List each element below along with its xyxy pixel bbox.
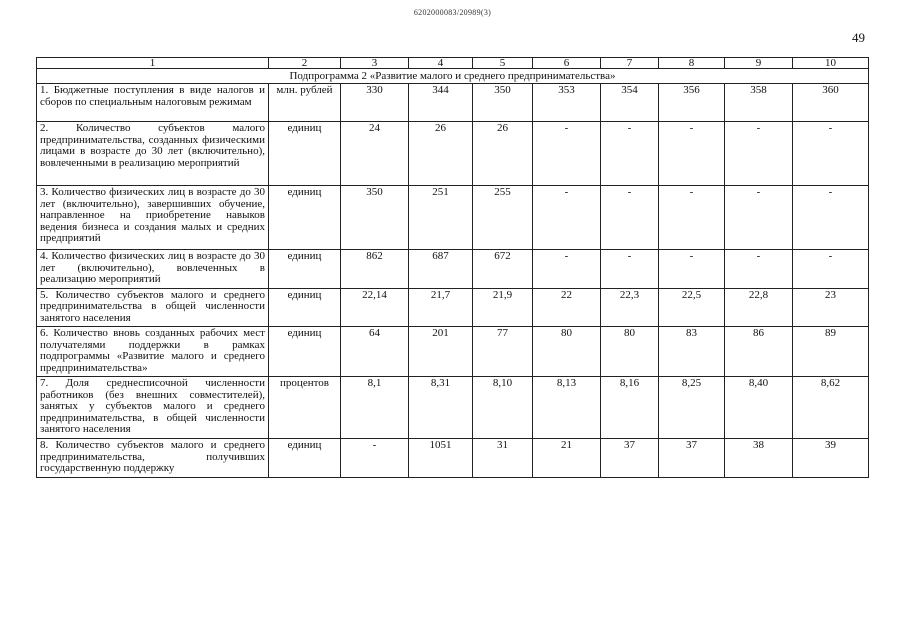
indicator-unit: единиц xyxy=(269,439,341,478)
value-cell: 862 xyxy=(341,250,409,289)
indicator-unit: единиц xyxy=(269,250,341,289)
value-cell: 330 xyxy=(341,84,409,122)
indicator-name: 7. Доля среднесписочной численности работников (без внешних совместителей), занятых у субъектов малого и среднего предпринимательства, в общей численности занятого населения xyxy=(37,377,269,439)
value-cell: 8,62 xyxy=(793,377,869,439)
value-cell: 37 xyxy=(601,439,659,478)
indicators-table xyxy=(36,57,869,478)
value-cell: 22 xyxy=(533,288,601,327)
indicator-unit: единиц xyxy=(269,122,341,186)
value-cell: 22,5 xyxy=(659,288,725,327)
table-row xyxy=(37,327,869,377)
value-cell: - xyxy=(601,122,659,186)
value-cell: 356 xyxy=(659,84,725,122)
indicator-name: 8. Количество субъектов малого и среднего предпринимательства, получивших государственную поддержку xyxy=(37,439,269,478)
value-cell: 360 xyxy=(793,84,869,122)
table-row xyxy=(37,439,869,478)
value-cell: 201 xyxy=(409,327,473,377)
value-cell: 251 xyxy=(409,186,473,250)
indicator-name: 5. Количество субъектов малого и среднего предпринимательства в общей численности занятого населения xyxy=(37,288,269,327)
value-cell: - xyxy=(725,122,793,186)
value-cell: - xyxy=(793,186,869,250)
column-header: 2 xyxy=(269,58,341,69)
value-cell: - xyxy=(793,122,869,186)
value-cell: 22,3 xyxy=(601,288,659,327)
value-cell: 24 xyxy=(341,122,409,186)
value-cell: 26 xyxy=(473,122,533,186)
value-cell: 358 xyxy=(725,84,793,122)
indicator-unit: млн. рублей xyxy=(269,84,341,122)
value-cell: 255 xyxy=(473,186,533,250)
indicator-name: 3. Количество физических лиц в возрасте до 30 лет (включительно), завершивших обучение, направленное на приобретение навыков ведения бизнеса и создания малых и средних предприятий xyxy=(37,186,269,250)
value-cell: 26 xyxy=(409,122,473,186)
value-cell: 350 xyxy=(473,84,533,122)
indicator-name: 2. Количество субъектов малого предпринимательства, созданных физическими лицами в возрасте до 30 лет (включительно), вовлеченными в реализацию мероприятий xyxy=(37,122,269,186)
value-cell: 672 xyxy=(473,250,533,289)
value-cell: 23 xyxy=(793,288,869,327)
column-header: 6 xyxy=(533,58,601,69)
value-cell: - xyxy=(533,122,601,186)
indicator-unit: единиц xyxy=(269,327,341,377)
value-cell: - xyxy=(659,186,725,250)
value-cell: 353 xyxy=(533,84,601,122)
value-cell: 86 xyxy=(725,327,793,377)
table-row xyxy=(37,84,869,122)
column-header: 7 xyxy=(601,58,659,69)
value-cell: - xyxy=(725,186,793,250)
value-cell: 37 xyxy=(659,439,725,478)
column-header: 4 xyxy=(409,58,473,69)
table-row xyxy=(37,288,869,327)
value-cell: 80 xyxy=(601,327,659,377)
column-header: 10 xyxy=(793,58,869,69)
value-cell: 8,13 xyxy=(533,377,601,439)
value-cell: - xyxy=(793,250,869,289)
value-cell: 22,8 xyxy=(725,288,793,327)
value-cell: 8,25 xyxy=(659,377,725,439)
value-cell: 8,31 xyxy=(409,377,473,439)
value-cell: 83 xyxy=(659,327,725,377)
table-row xyxy=(37,186,869,250)
table-row xyxy=(37,250,869,289)
indicator-unit: единиц xyxy=(269,186,341,250)
value-cell: - xyxy=(533,250,601,289)
value-cell: 39 xyxy=(793,439,869,478)
subprogram-title: Подпрограмма 2 «Развитие малого и среднего предпринимательства» xyxy=(37,69,869,84)
value-cell: 64 xyxy=(341,327,409,377)
value-cell: 8,16 xyxy=(601,377,659,439)
value-cell: 31 xyxy=(473,439,533,478)
page-number: 49 xyxy=(852,30,865,45)
column-header: 8 xyxy=(659,58,725,69)
value-cell: 8,1 xyxy=(341,377,409,439)
value-cell: 38 xyxy=(725,439,793,478)
value-cell: - xyxy=(601,250,659,289)
value-cell: - xyxy=(601,186,659,250)
value-cell: - xyxy=(659,122,725,186)
indicator-name: 1. Бюджетные поступления в виде налогов и сборов по специальным налоговым режимам xyxy=(37,84,269,122)
value-cell: 77 xyxy=(473,327,533,377)
value-cell: 89 xyxy=(793,327,869,377)
table-row xyxy=(37,122,869,186)
value-cell: 344 xyxy=(409,84,473,122)
value-cell: - xyxy=(725,250,793,289)
document-code: 6202000083/20989(3) xyxy=(413,8,492,17)
column-header: 9 xyxy=(725,58,793,69)
column-header: 1 xyxy=(37,58,269,69)
value-cell: - xyxy=(341,439,409,478)
value-cell: 350 xyxy=(341,186,409,250)
value-cell: 80 xyxy=(533,327,601,377)
value-cell: 22,14 xyxy=(341,288,409,327)
value-cell: 8,10 xyxy=(473,377,533,439)
value-cell: - xyxy=(533,186,601,250)
value-cell: 1051 xyxy=(409,439,473,478)
subprogram-row xyxy=(37,69,869,84)
value-cell: 21 xyxy=(533,439,601,478)
value-cell: 21,9 xyxy=(473,288,533,327)
value-cell: 8,40 xyxy=(725,377,793,439)
indicator-unit: единиц xyxy=(269,288,341,327)
value-cell: - xyxy=(659,250,725,289)
value-cell: 21,7 xyxy=(409,288,473,327)
column-header: 5 xyxy=(473,58,533,69)
indicator-name: 6. Количество вновь созданных рабочих мест получателями поддержки в рамках подпрограммы «Развитие малого и среднего предпринимательства» xyxy=(37,327,269,377)
value-cell: 687 xyxy=(409,250,473,289)
indicator-unit: процентов xyxy=(269,377,341,439)
value-cell: 354 xyxy=(601,84,659,122)
table-row xyxy=(37,377,869,439)
indicator-name: 4. Количество физических лиц в возрасте до 30 лет (включительно), вовлеченных в реализацию мероприятий xyxy=(37,250,269,289)
column-header: 3 xyxy=(341,58,409,69)
column-number-row xyxy=(37,58,869,69)
